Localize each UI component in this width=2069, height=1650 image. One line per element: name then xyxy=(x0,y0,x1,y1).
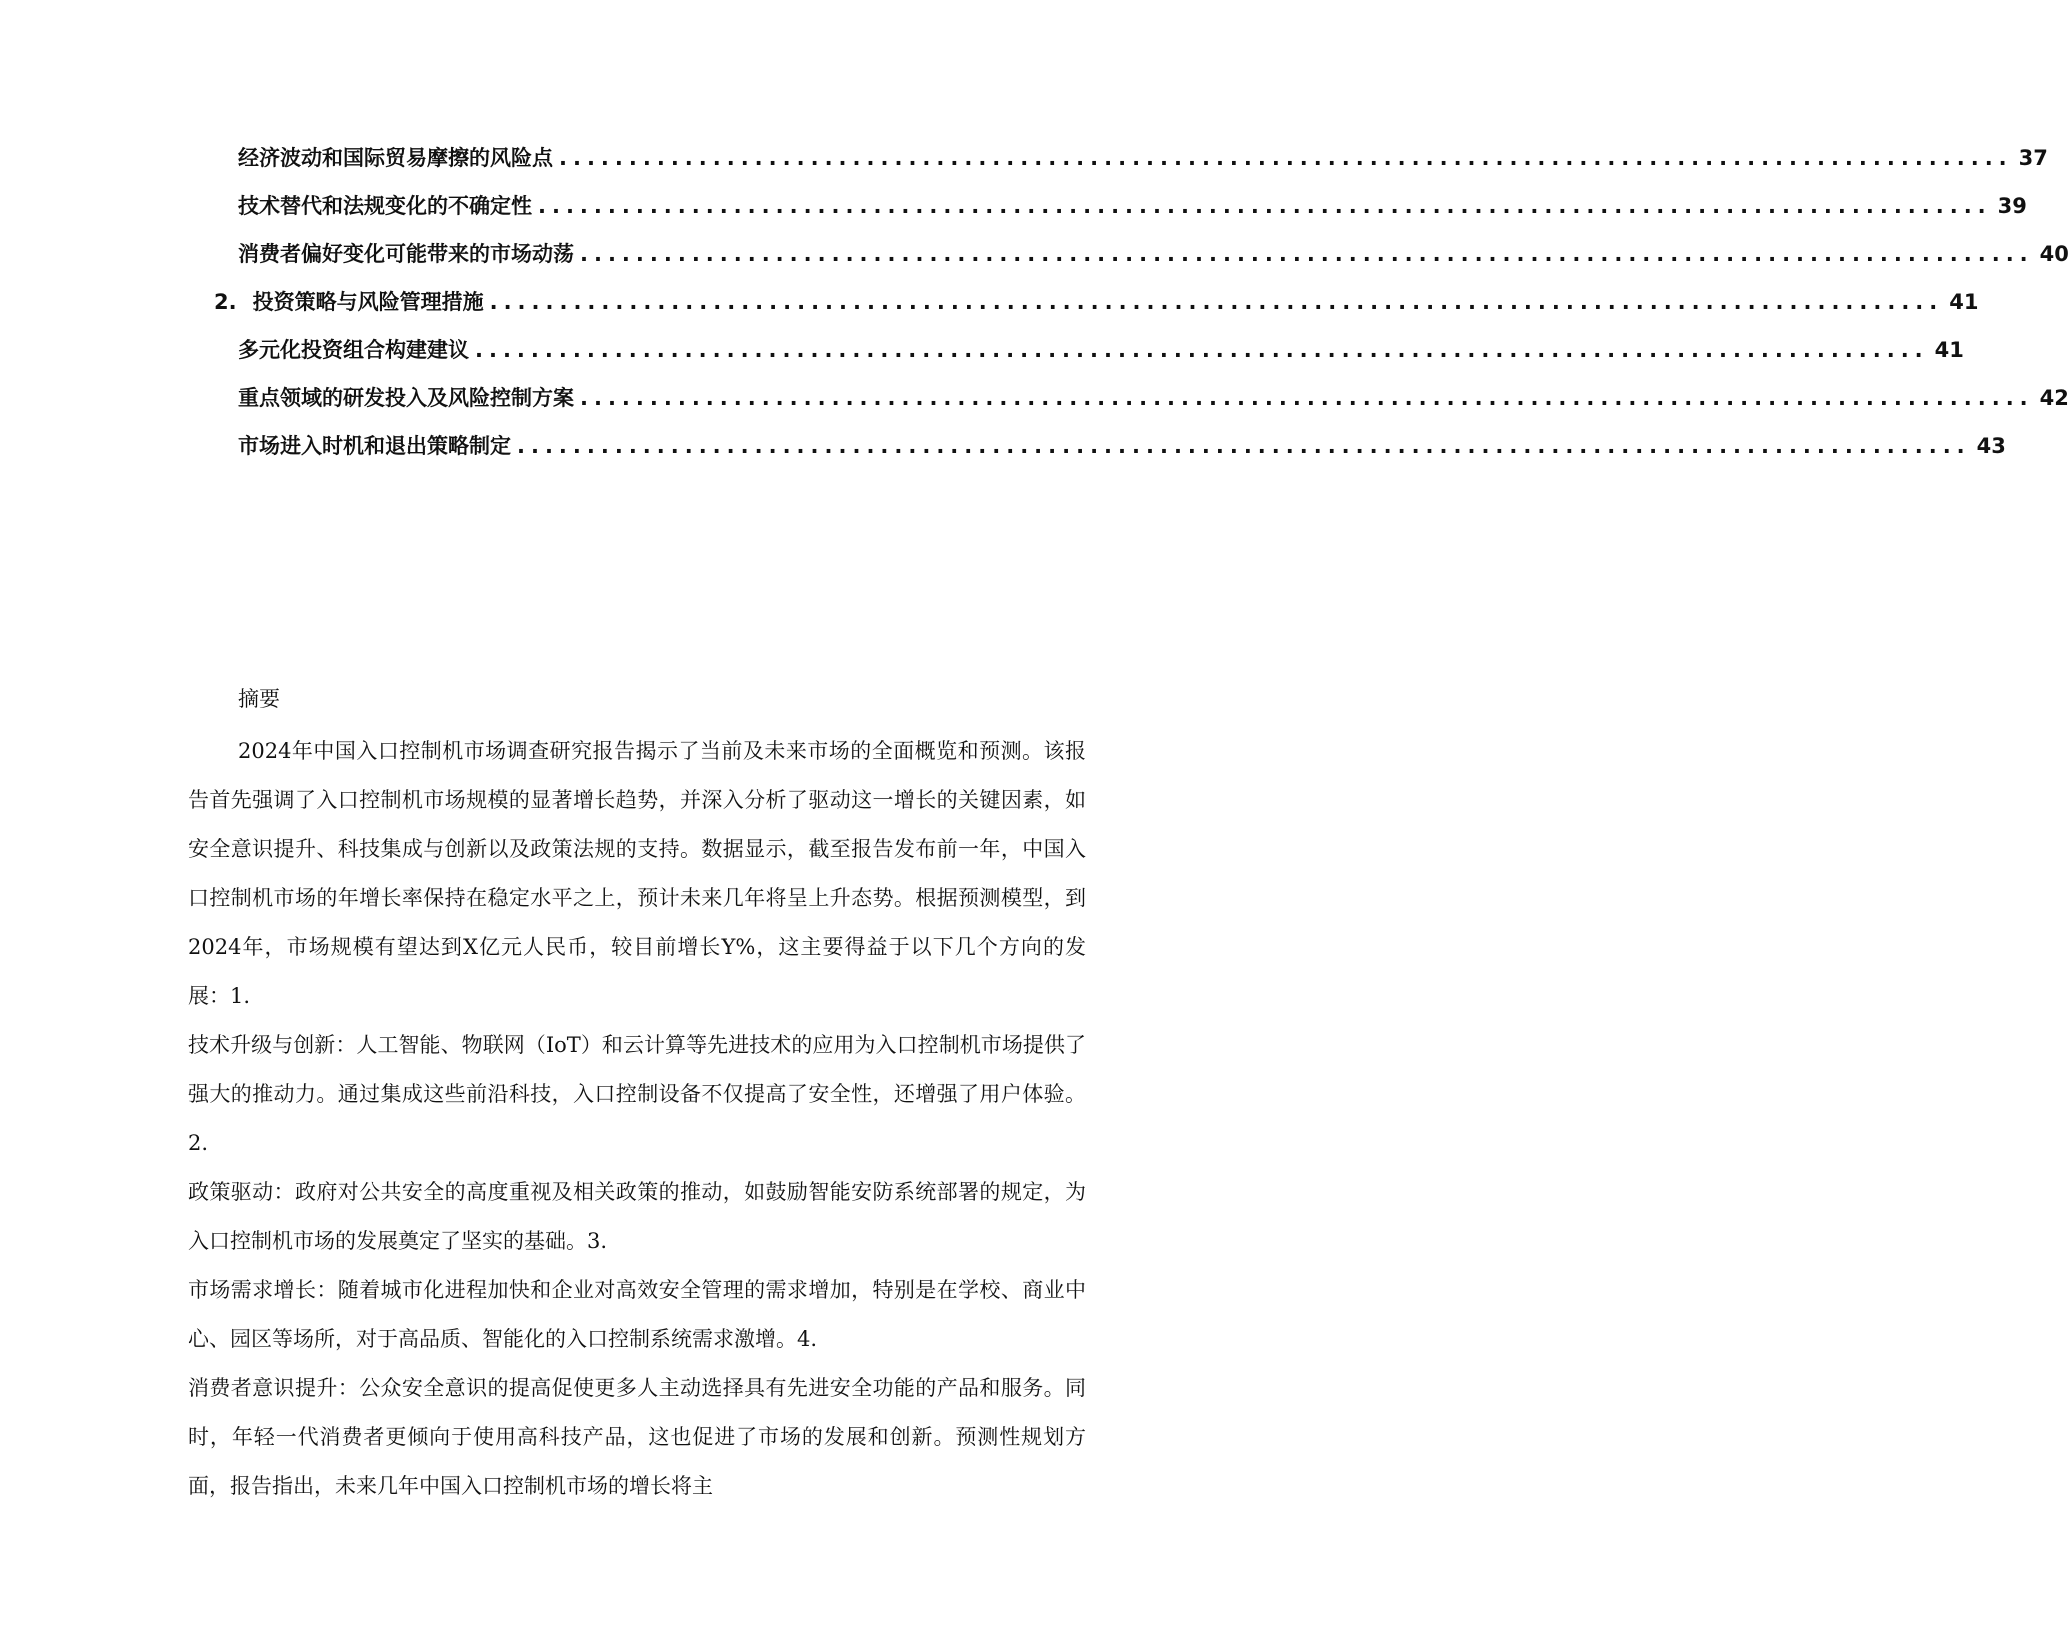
abstract-heading: 摘要 xyxy=(238,687,280,711)
toc-entry-page: 40 xyxy=(2039,242,2069,266)
toc-entry-number: 2. xyxy=(214,290,237,314)
toc-dot-leader: ........................................................................................................ xyxy=(538,194,1992,218)
toc-dot-leader: ........................................................................................................ xyxy=(517,434,1971,458)
toc-dot-leader: ........................................................................................................ xyxy=(580,386,2034,410)
toc-dot-leader: ........................................................................................................ xyxy=(475,338,1929,362)
toc-dot-leader: ........................................................................................................ xyxy=(580,242,2034,266)
toc-entry[interactable] xyxy=(238,192,2027,220)
toc-entry-page: 41 xyxy=(1934,338,1964,362)
toc-entry[interactable] xyxy=(214,288,1979,316)
toc-dot-leader: ........................................................................................................ xyxy=(559,146,2013,170)
toc-entry-page: 41 xyxy=(1949,290,1979,314)
toc-entry[interactable] xyxy=(238,432,2006,460)
toc-entry-page: 37 xyxy=(2018,146,2048,170)
toc-entry[interactable] xyxy=(238,336,1964,364)
abstract-paragraph: 市场需求增长：随着城市化进程加快和企业对高效安全管理的需求增加，特别是在学校、商业中心、园区等场所，对于高品质、智能化的入口控制系统需求激增。4. xyxy=(188,1278,1086,1351)
toc-entry-title: 技术替代和法规变化的不确定性 xyxy=(238,194,532,218)
toc-entry-title: 重点领域的研发投入及风险控制方案 xyxy=(238,386,574,410)
toc-entry-title: 多元化投资组合构建建议 xyxy=(238,338,469,362)
abstract-body xyxy=(188,727,1086,1511)
toc-entry[interactable] xyxy=(238,144,2048,172)
toc-entry-page: 42 xyxy=(2039,386,2069,410)
toc-entry[interactable] xyxy=(238,240,2069,268)
abstract-paragraph: 技术升级与创新：人工智能、物联网（IoT）和云计算等先进技术的应用为入口控制机市场提供了强大的推动力。通过集成这些前沿科技，入口控制设备不仅提高了安全性，还增强了用户体验。2. xyxy=(188,1033,1086,1155)
toc-entry-title: 投资策略与风险管理措施 xyxy=(252,290,484,314)
toc-entry-title: 市场进入时机和退出策略制定 xyxy=(238,434,511,458)
toc-entry-page: 39 xyxy=(1997,194,2027,218)
abstract-paragraph: 2024年中国入口控制机市场调查研究报告揭示了当前及未来市场的全面概览和预测。该报告首先强调了入口控制机市场规模的显著增长趋势，并深入分析了驱动这一增长的关键因素，如安全意识提升、科技集成与创新以及政策法规的支持。数据显示，截至报告发布前一年，中国入口控制机市场的年增长率保持在稳定水平之上，预计未来几年将呈上升态势。根据预测模型，到2024年，市场规模有望达到X亿元人民币，较目前增长Y%，这主要得益于以下几个方向的发展：1. xyxy=(188,739,1086,1008)
abstract-paragraph: 消费者意识提升：公众安全意识的提高促使更多人主动选择具有先进安全功能的产品和服务。同时，年轻一代消费者更倾向于使用高科技产品，这也促进了市场的发展和创新。预测性规划方面，报告指出，未来几年中国入口控制机市场的增长将主 xyxy=(188,1376,1086,1498)
toc-entry-page: 43 xyxy=(1976,434,2006,458)
toc-entry-title: 经济波动和国际贸易摩擦的风险点 xyxy=(238,146,553,170)
abstract-paragraph: 政策驱动：政府对公共安全的高度重视及相关政策的推动，如鼓励智能安防系统部署的规定，为入口控制机市场的发展奠定了坚实的基础。3. xyxy=(188,1180,1086,1253)
toc-entry[interactable] xyxy=(238,384,2069,412)
toc-entry-title: 消费者偏好变化可能带来的市场动荡 xyxy=(238,242,574,266)
toc-dot-leader: ........................................................................................................ xyxy=(489,290,1944,314)
